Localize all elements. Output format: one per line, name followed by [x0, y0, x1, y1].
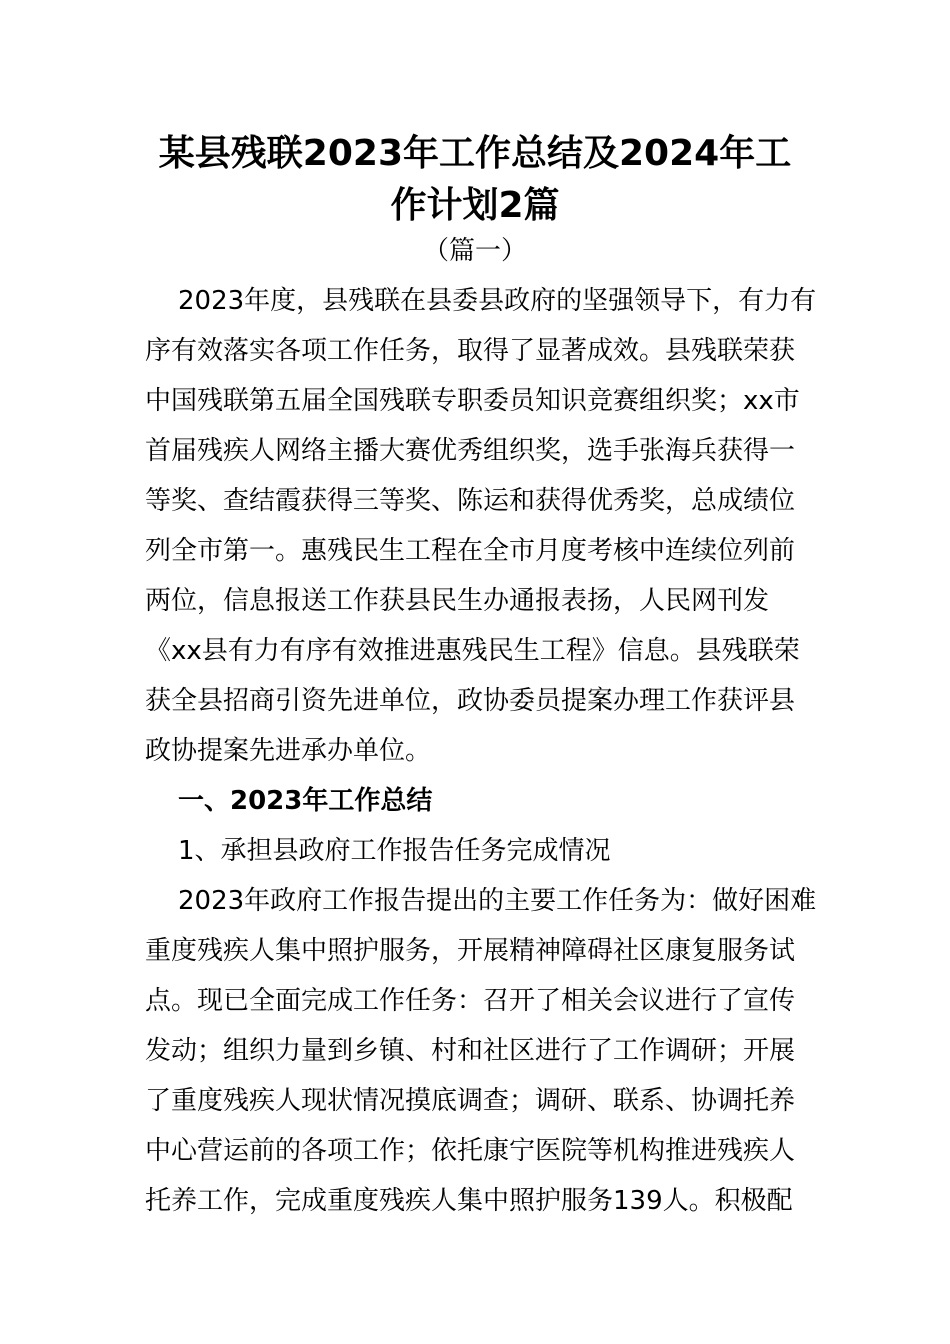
body-line: 点。现已全面完成工作任务：召开了相关会议进行了宣传	[145, 986, 796, 1016]
body-line: 重度残疾人集中照护服务，开展精神障碍社区康复服务试	[145, 936, 796, 966]
section-heading: 一、2023年工作总结	[178, 786, 433, 816]
body-line: 序有效落实各项工作任务，取得了显著成效。县残联荣获	[145, 336, 796, 366]
body-line: 发动；组织力量到乡镇、村和社区进行了工作调研；开展	[145, 1036, 796, 1066]
body-line: 获全县招商引资先进单位，政协委员提案办理工作获评县	[145, 686, 796, 716]
body-line: 政协提案先进承办单位。	[145, 736, 432, 766]
body-line: 中国残联第五届全国残联专职委员知识竞赛组织奖；xx市	[145, 386, 800, 416]
body-line: 首届残疾人网络主播大赛优秀组织奖，选手张海兵获得一	[145, 436, 796, 466]
body-line: 等奖、查结霞获得三等奖、陈运和获得优秀奖，总成绩位	[145, 486, 796, 516]
body-line: 了重度残疾人现状情况摸底调查；调研、联系、协调托养	[145, 1086, 796, 1116]
body-line: 托养工作，完成重度残疾人集中照护服务139人。积极配	[145, 1186, 793, 1216]
body-line: 中心营运前的各项工作；依托康宁医院等机构推进残疾人	[145, 1136, 796, 1166]
body-line: 列全市第一。惠残民生工程在全市月度考核中连续位列前	[145, 536, 796, 566]
subsection-heading: 1、承担县政府工作报告任务完成情况	[178, 836, 611, 866]
body-line: 2023年度，县残联在县委县政府的坚强领导下，有力有	[178, 286, 817, 316]
document-title-line-2: 作计划2篇	[390, 185, 560, 226]
document-title-line-1: 某县残联2023年工作总结及2024年工	[158, 133, 792, 174]
body-line: 2023年政府工作报告提出的主要工作任务为：做好困难	[178, 886, 817, 916]
body-line: 两位，信息报送工作获县民生办通报表扬，人民网刊发	[145, 586, 770, 616]
body-line: 《xx县有力有序有效推进惠残民生工程》信息。县残联荣	[145, 636, 800, 666]
document-subtitle: （篇一）	[422, 236, 527, 266]
